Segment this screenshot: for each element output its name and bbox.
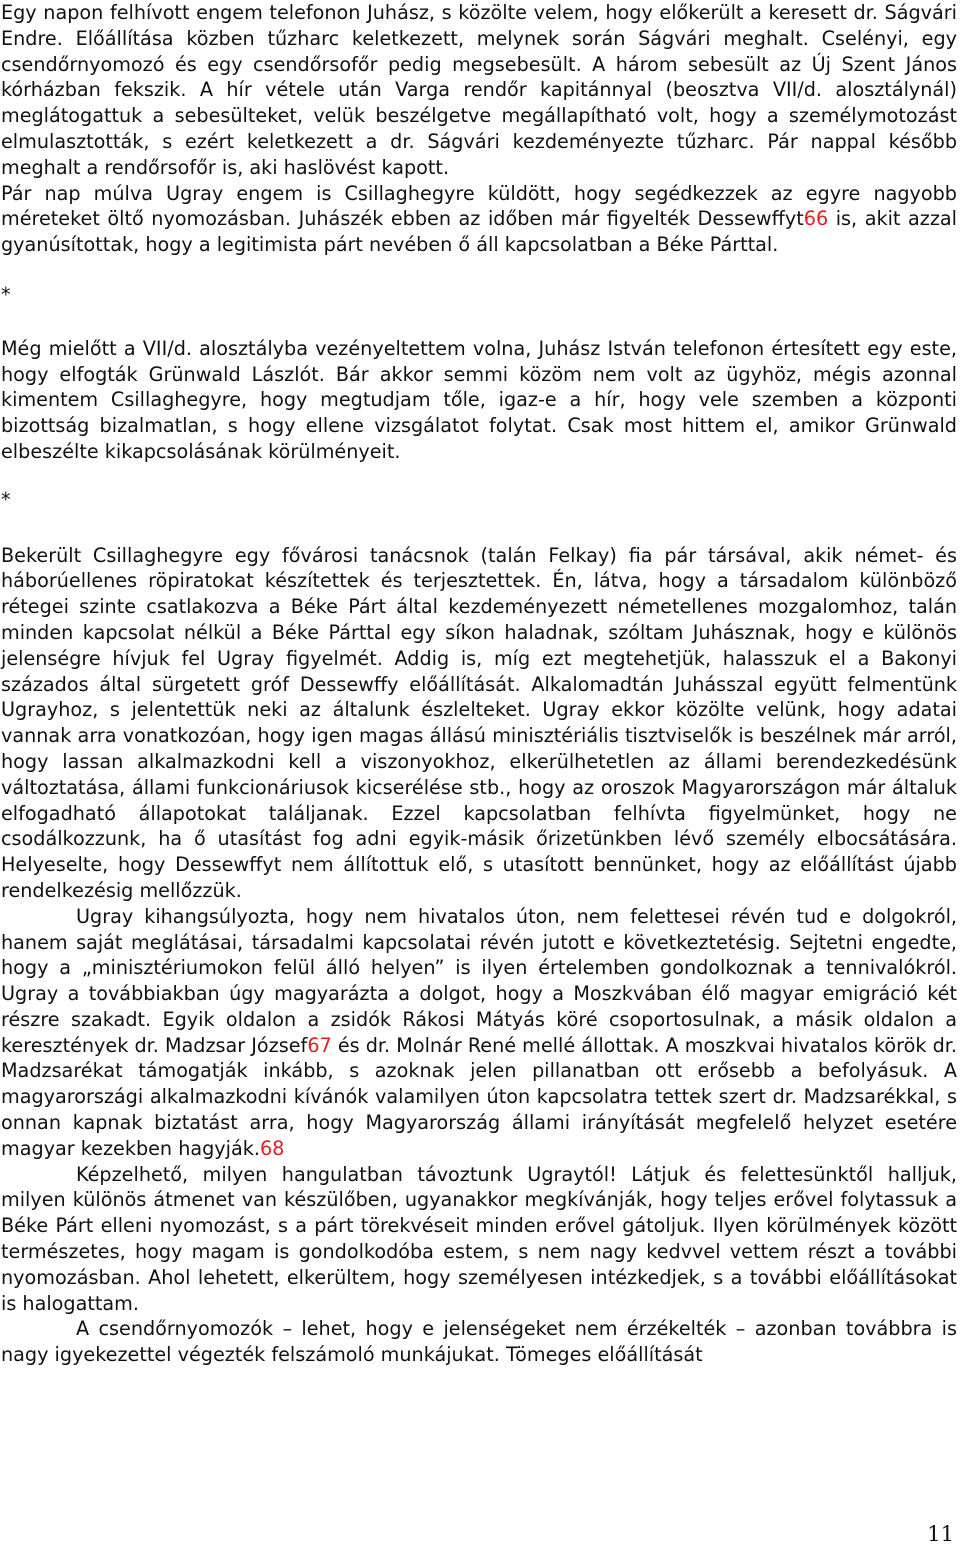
paragraph-ugray bbox=[1, 904, 957, 1162]
section-separator: * bbox=[1, 487, 11, 511]
paragraph-text: Pár nap múlva Ugray engem is Csillaghegyre küldött, hogy segédkezzek az egyre nagyobb méreteket öltő nyomozásban. Juhászék ebben az időben már figyelték Dessewffyt bbox=[1, 181, 957, 231]
paragraph-text: Ugray kihangsúlyozta, hogy nem hivatalos úton, nem felettesei révén tud e dolgokról, hanem saját meglátásai, társadalmi kapcsolatai révén jutott e következtetésig. Sejtetni engedte, hogy a „minisztériumokon felül álló helyen” is ilyen értelemben gondolkoznak a tennivalókról. Ugray a továbbiakban úgy magyarázta a dolgot, hogy a Moszkvában élő magyar emigráció két részre szakadt. Egyik oldalon a zsidók Rákosi Mátyás köré csoportosulnak, a másik oldalon a keresztények dr. Madzsar József bbox=[1, 904, 957, 1057]
section-separator: * bbox=[1, 282, 11, 306]
paragraph-csillaghegy bbox=[1, 181, 957, 258]
paragraph-text: A csendőrnyomozók – lehet, hogy e jelenségeket nem érzékelték – azonban továbbra is nagy igyekezettel végezték felszámoló munkájukat. Tömeges előállítását bbox=[1, 1317, 957, 1367]
paragraph-text: Bekerült Csillaghegyre egy fővárosi tanácsnok (talán Felkay) fia pár társával, akik német- és háborúellenes röpiratokat készítettek és terjesztettek. Én, látva, hogy a társadalom különböző rétegei szinte csatlakozva a Béke Párt által kezdeményezett németellenes mozgalomhoz, talán minden kapcsolat nélkül a Béke Párttal egy síkon haladnak, szóltam Juhásznak, hogy e különös jelenségre hívjuk fel Ugray figyelmét. Addig is, míg ezt megtehetjük, halasszuk el a Bakonyi százados által sürgetett gróf Dessewffy előállítását. Alkalomadtán Juhásszal együtt felmentünk Ugrayhoz, s jelentettük neki az általunk észlelteket. Ugray ekkor közölte velünk, hogy adatai vannak arra vonatkozóan, hogy igen magas állású minisztériális tisztviselők is beszélnek már arról, hogy lassan alkalmazkodni kell a viszonyokhoz, elkerülhetetlen az állami berendezkedésünk változtatása, állami funkcionáriusok kicserélése stb., hogy az oroszok Magyarországon már általuk elfogadható állapotokat találjanak. Ezzel kapcsolatban felhívta figyelmünket, hogy ne csodálkozzunk, ha ő utasítást fog adni egyik-másik őrizetünkben lévő személy elbocsátására. Helyeselte, hogy Dessewffyt nem állítottuk elő, s utasított bennünket, hogy az előállítást újabb rendelkezésig mellőzzük. bbox=[1, 543, 957, 902]
paragraph-csendornyomozok bbox=[1, 1316, 957, 1368]
paragraph-text: is, akit azzal gyanúsítottak, hogy a legitimista párt nevében ő áll kapcsolatban a Béke Párttal. bbox=[1, 207, 957, 257]
paragraph-text: és dr. Molnár René mellé állottak. A moszkvai hivatalos körök dr. Madzsarékat támogatják inkább, s azoknak jelen pillanatban ott erősebb a befolyásuk. A magyarországi alkalmazkodni kívánók valamilyen úton kapcsolatra tettek szert dr. Madzsarékkal, s onnan kapnak biztatást arra, hogy Magyarország állami irányítását megfelelő helyzet esetére magyar kezekben hagyják. bbox=[1, 1033, 957, 1160]
paragraph-grunwald bbox=[1, 336, 957, 465]
footnote-ref-68[interactable]: 68 bbox=[259, 1136, 285, 1160]
paragraph-text: Még mielőtt a VII/d. alosztályba vezényeltettem volna, Juhász István telefonon értesített egy este, hogy elfogták Grünwald Lászlót. Bár akkor semmi közöm nem volt az ügyhöz, mégis azonnal kimentem Csillaghegyre, hogy megtudjam tőle, igaz-e a hír, hogy vele szemben a központi bizottság bizalmatlan, s hogy ellene vizsgálatot folytat. Csak most hittem el, amikor Grünwald elbeszélte kikapcsolásának körülményeit. bbox=[1, 336, 957, 463]
paragraph-text: Egy napon felhívott engem telefonon Juhász, s közölte velem, hogy előkerült a keresett dr. Ságvári Endre. Előállítása közben tűzharc keletkezett, melynek során Ságvári meghalt. Cselényi, egy csendőrnyomozó és egy csendőrsofőr pedig megsebesült. A három sebesült az Új Szent János kórházban fekszik. A hír vétele után Varga rendőr kapitánnyal (beosztva VII/d. alosztálynál) meglátogattuk a sebesülteket, velük beszélgetve megállapítható volt, hogy a személymotozást elmulasztották, s ezért keletkezett a dr. Ságvári kezdeményezte tűzharc. Pár nappal később meghalt a rendőrsofőr is, aki haslövést kapott. bbox=[1, 1, 957, 179]
body-text bbox=[1, 0, 957, 1368]
paragraph-sagvari bbox=[1, 0, 957, 181]
footnote-ref-67[interactable]: 67 bbox=[307, 1033, 332, 1057]
footnote-ref-66[interactable]: 66 bbox=[803, 207, 829, 231]
paragraph-text: Képzelhető, milyen hangulatban távoztunk Ugraytól! Látjuk és felettesünktől halljuk, milyen különös átmenet van készülőben, ugyanakkor megkívánják, hogy teljes erővel folytassuk a Béke Párt elleni nyomozást, s a párt törekvéseit minden erővel gátoljuk. Ilyen körülmények között természetes, hogy magam is gondolkodóba estem, s nem nagy kedvvel vettem részt a további nyomozásban. Ahol lehetett, elkerültem, hogy személyesen intézkedjek, s a további előállításokat is halogattam. bbox=[1, 1162, 957, 1315]
paragraph-felkay bbox=[1, 543, 957, 904]
page-number: 11 bbox=[927, 1522, 954, 1546]
paragraph-hangulat bbox=[1, 1162, 957, 1317]
